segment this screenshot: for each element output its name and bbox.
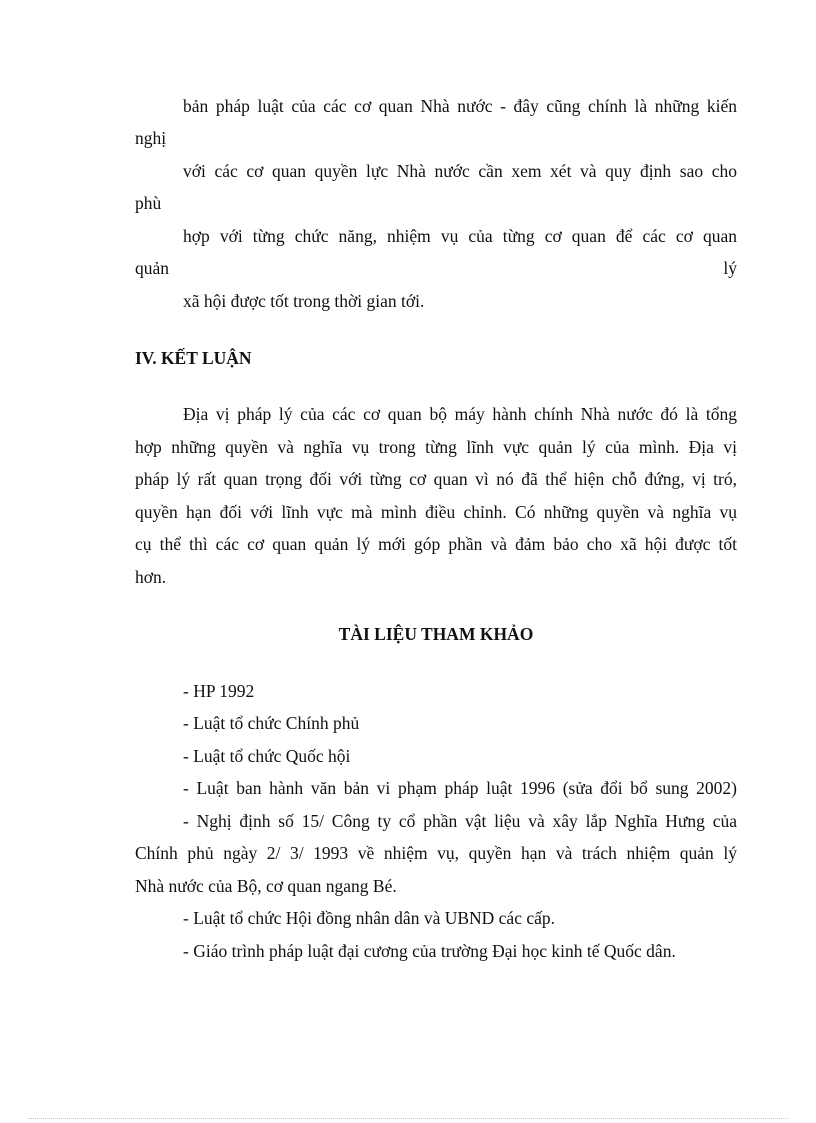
- conclusion-line-5: cụ thể thì các cơ quan quản lý mới góp phần và đảm bảo cho xã hội được tốt: [135, 534, 737, 554]
- conclusion-line-3: pháp lý rất quan trọng đối với từng cơ quan vì nó đã thể hiện chỗ đứng, vị tró,: [135, 469, 737, 489]
- intro-line-4: phù: [135, 193, 162, 213]
- intro-line-6: [135, 257, 737, 279]
- conclusion-line-4: quyền hạn đối với lĩnh vực mà mình điều chỉnh. Có những quyền và nghĩa vụ: [135, 502, 737, 522]
- reference-item-3: - Luật tổ chức Quốc hội: [183, 746, 351, 766]
- section-heading: IV. KẾT LUẬN: [135, 348, 252, 368]
- intro-line-2: nghị: [135, 128, 167, 148]
- reference-item-4: - Luật ban hành văn bản vi phạm pháp luật 1996 (sửa đổi bổ sung 2002): [183, 778, 737, 798]
- intro-line-3: với các cơ quan quyền lực Nhà nước cần xem xét và quy định sao cho: [183, 161, 737, 181]
- page-bottom-rule: [28, 1118, 788, 1119]
- conclusion-line-2: hợp những quyền và nghĩa vụ trong từng lĩnh vực quản lý của mình. Địa vị: [135, 437, 737, 457]
- intro-line-6-right: lý: [723, 258, 737, 278]
- intro-line-7: xã hội được tốt trong thời gian tới.: [183, 291, 425, 311]
- intro-line-6-left: quản: [135, 258, 170, 278]
- references-heading: TÀI LIỆU THAM KHẢO: [338, 624, 534, 644]
- intro-line-1: bản pháp luật của các cơ quan Nhà nước - đây cũng chính là những kiến: [183, 96, 737, 116]
- reference-item-5-line-2: Chính phủ ngày 2/ 3/ 1993 về nhiệm vụ, quyền hạn và trách nhiệm quản lý: [135, 843, 737, 863]
- reference-item-2: - Luật tổ chức Chính phủ: [183, 713, 360, 733]
- conclusion-line-1: Địa vị pháp lý của các cơ quan bộ máy hành chính Nhà nước đó là tổng: [183, 404, 737, 424]
- conclusion-line-6: hơn.: [135, 567, 167, 587]
- intro-line-5: hợp với từng chức năng, nhiệm vụ của từng cơ quan để các cơ quan: [183, 226, 737, 246]
- reference-item-6: - Luật tổ chức Hội đồng nhân dân và UBND các cấp.: [183, 908, 556, 928]
- reference-item-5-line-3: Nhà nước của Bộ, cơ quan ngang Bé.: [135, 876, 397, 896]
- reference-item-5-line-1: - Nghị định số 15/ Công ty cổ phần vật liệu và xây lắp Nghĩa Hưng của: [183, 811, 737, 831]
- reference-item-1: - HP 1992: [183, 681, 255, 701]
- reference-item-7: - Giáo trình pháp luật đại cương của trường Đại học kinh tế Quốc dân.: [183, 941, 676, 961]
